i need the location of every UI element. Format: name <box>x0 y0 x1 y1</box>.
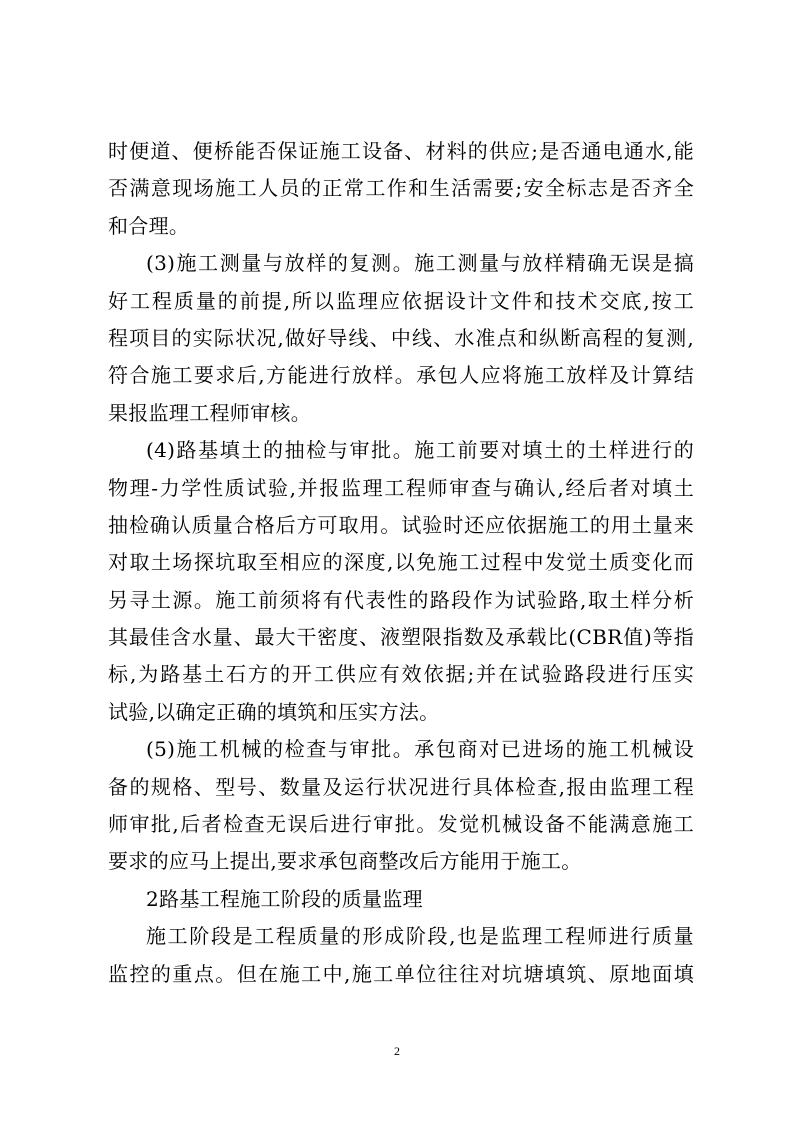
text-line: 另寻土源。施工前须将有代表性的路段作为试验路,取土样分析 <box>108 587 694 612</box>
page-number: 2 <box>394 1044 400 1058</box>
text-line: 否满意现场施工人员的正常工作和生活需要;安全标志是否齐全 <box>108 176 694 201</box>
text-line: 师审批,后者检查无误后进行审批。发觉机械设备不能满意施工 <box>108 812 694 837</box>
text-line: 其最佳含水量、最大干密度、液塑限指数及承载比(CBR值)等指 <box>108 625 694 650</box>
text-line: 好工程质量的前提,所以监理应依据设计文件和技术交底,按工 <box>108 288 694 313</box>
text-line: 施工阶段是工程质量的形成阶段,也是监理工程师进行质量 <box>146 924 694 949</box>
text-line: 和合理。 <box>108 213 190 238</box>
text-line: 2路基工程施工阶段的质量监理 <box>146 886 423 911</box>
text-line: 标,为路基土石方的开工供应有效依据;并在试验路段进行压实 <box>108 662 694 687</box>
text-line: 监控的重点。但在施工中,施工单位往往对坑塘填筑、原地面填 <box>108 961 694 986</box>
text-line: (4)路基填土的抽检与审批。施工前要对填土的土样进行的 <box>146 438 694 463</box>
text-line: 时便道、便桥能否保证施工设备、材料的供应;是否通电通水,能 <box>108 139 694 163</box>
text-line: 要求的应马上提出,要求承包商整改后方能用于施工。 <box>108 849 582 874</box>
text-line: (5)施工机械的检查与审批。承包商对已进场的施工机械设 <box>146 737 694 762</box>
text-line: 物理-力学性质试验,并报监理工程师审查与确认,经后者对填土 <box>108 475 694 500</box>
text-line: 备的规格、型号、数量及运行状况进行具体检查,报由监理工程 <box>108 774 694 799</box>
text-line: 程项目的实际状况,做好导线、中线、水准点和纵断高程的复测, <box>108 325 694 350</box>
text-line: 符合施工要求后,方能进行放样。承包人应将施工放样及计算结 <box>108 363 694 388</box>
text-line: 对取土场探坑取至相应的深度,以免施工过程中发觉土质变化而 <box>108 550 694 575</box>
text-line: (3)施工测量与放样的复测。施工测量与放样精确无误是搞 <box>146 251 694 276</box>
text-line: 试验,以确定正确的填筑和压实方法。 <box>108 699 440 724</box>
text-line: 抽检确认质量合格后方可取用。试验时还应依据施工的用土量来 <box>108 512 694 537</box>
text-line: 果报监理工程师审核。 <box>108 400 311 425</box>
body-text <box>108 133 694 993</box>
